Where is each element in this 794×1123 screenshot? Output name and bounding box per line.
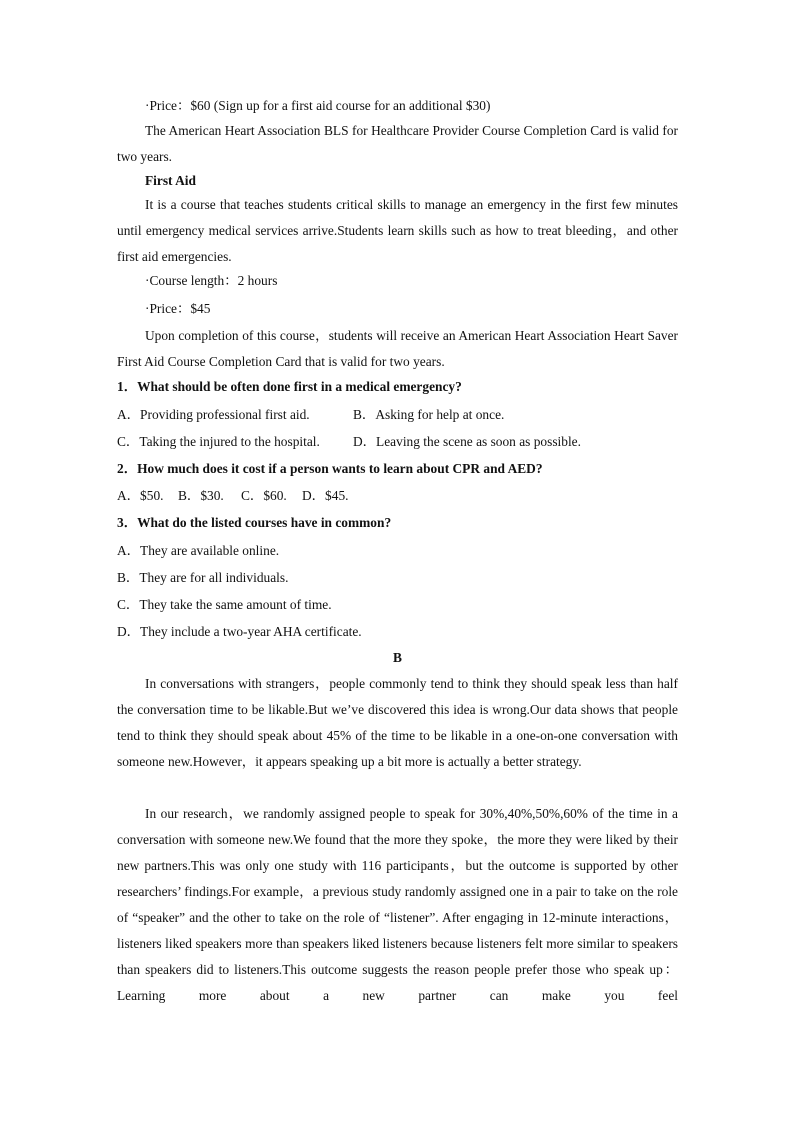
- section-b-paragraph-1: In conversations with strangers，people commonly tend to think they should speak less than half the conversation time to be likable.But we’ve discovered this idea is wrong.Our data shows that people tend to think they should speak about 45% of the time to be likable in a one-on-one conversation with someone new.However，it appears speaking up a bit more is actually a better strategy.: [117, 676, 678, 769]
- question-3-option-a: A．They are available online.: [117, 543, 280, 558]
- bls-price-line: [117, 93, 678, 119]
- question-3-option-d: D．They include a two-year AHA certificate.: [117, 624, 362, 639]
- first-aid-heading: First Aid: [145, 173, 196, 188]
- question-1-option-d: D．Leaving the scene as soon as possible.: [353, 434, 581, 449]
- question-2-option-a: A．$50.: [117, 488, 164, 503]
- question-1-option-b: B．Asking for help at once.: [353, 407, 505, 422]
- completion-paragraph: Upon completion of this course，students will receive an American Heart Association Heart Saver First Aid Course Completion Card that is valid for two years.: [117, 328, 678, 369]
- question-2-option-b: B．$30.: [178, 488, 224, 503]
- question-3-option-c: C．They take the same amount of time.: [117, 597, 332, 612]
- question-1-option-c: C．Taking the injured to the hospital.: [117, 434, 320, 449]
- question-2-stem: 2．How much does it cost if a person wants to learn about CPR and AED?: [117, 461, 543, 476]
- bls-card-paragraph: The American Heart Association BLS for Healthcare Provider Course Completion Card is valid for two years.: [117, 123, 678, 164]
- question-2-option-c: C．$60.: [241, 488, 287, 503]
- question-3-stem: 3．What do the listed courses have in common?: [117, 515, 392, 530]
- section-b-paragraph-2: In our research，we randomly assigned people to speak for 30%,40%,50%,60% of the time in a conversation with someone new.We found that the more they spoke，the more they were liked by their new partners.This was only one study with 116 participants，but the outcome is supported by other researchers’ findings.For example，a previous study randomly assigned one in a pair to take on the role of “speaker” and the other to take on the role of “listener”. After engaging in 12-minute interactions，listeners liked speakers more than speakers liked listeners because listeners felt more similar to speakers than speakers did to listeners.This outcome suggests the reason people prefer those who speak up：Learning more about a new partner can make you feel: [117, 806, 678, 1003]
- question-1-stem: 1．What should be often done first in a medical emergency?: [117, 379, 462, 394]
- course-length: ·Course length：2 hours: [145, 273, 278, 288]
- section-b-heading: B: [393, 650, 402, 665]
- question-2-option-d: D．$45.: [302, 488, 349, 503]
- bls-price: ·Price：$60 (Sign up for a first aid course for an additional $30): [145, 98, 491, 113]
- question-3-option-b: B．They are for all individuals.: [117, 570, 289, 585]
- first-aid-description: It is a course that teaches students critical skills to manage an emergency in the first few minutes until emergency medical services arrive.Students learn skills such as how to treat bleeding，and other first aid emergencies.: [117, 197, 678, 264]
- first-aid-price: ·Price：$45: [145, 301, 211, 316]
- question-1-option-a: A．Providing professional first aid.: [117, 407, 310, 422]
